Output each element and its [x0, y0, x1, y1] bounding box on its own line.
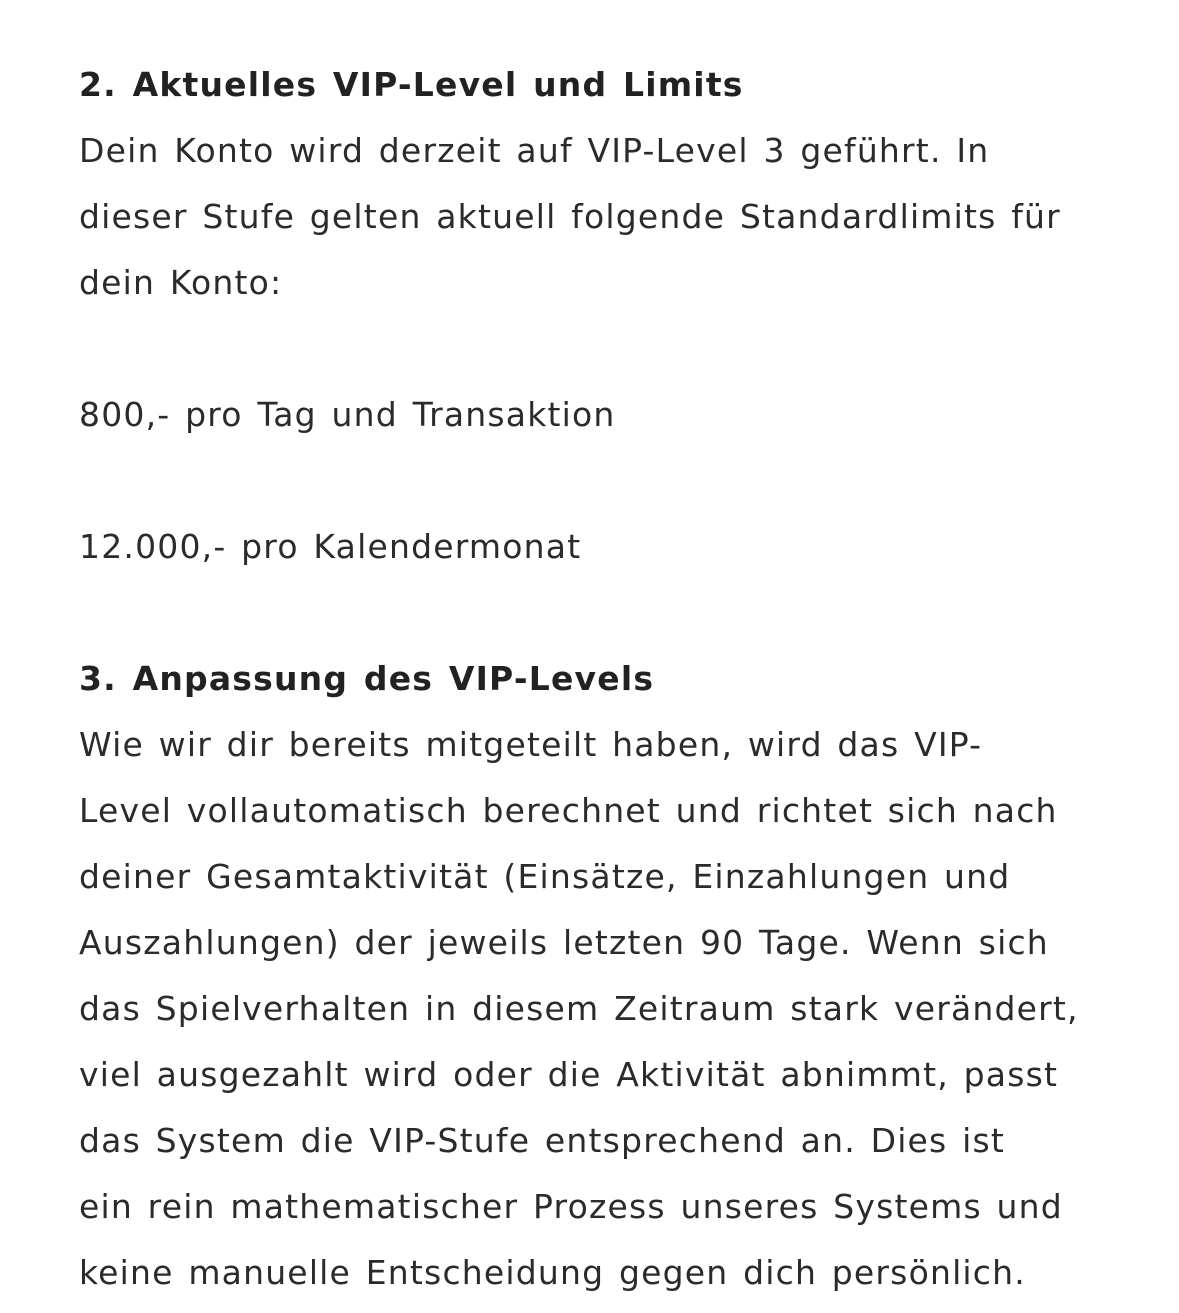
spacer — [79, 580, 1119, 646]
paragraph-line: das Spielverhalten in diesem Zeitraum stark verändert, — [79, 989, 1079, 1028]
paragraph-line: viel ausgezahlt wird oder die Aktivität abnimmt, passt — [79, 1055, 1059, 1094]
limit-monthly: 12.000,- pro Kalendermonat — [79, 527, 582, 566]
section-2-heading: 2. Aktuelles VIP-Level und Limits — [79, 65, 744, 104]
document-body — [79, 52, 1119, 1306]
paragraph-line: dieser Stufe gelten aktuell folgende Standardlimits für — [79, 197, 1061, 236]
paragraph-line: keine manuelle Entscheidung gegen dich persönlich. — [79, 1253, 1026, 1292]
paragraph-line: Auszahlungen) der jeweils letzten 90 Tage. Wenn sich — [79, 923, 1049, 962]
paragraph-line: dein Konto: — [79, 263, 283, 302]
section-3-paragraph — [79, 712, 1119, 1306]
paragraph-line: Wie wir dir bereits mitgeteilt haben, wird das VIP- — [79, 725, 983, 764]
spacer — [79, 316, 1119, 382]
paragraph-line: das System die VIP-Stufe entsprechend an. Dies ist — [79, 1121, 1006, 1160]
paragraph-line: Level vollautomatisch berechnet und richtet sich nach — [79, 791, 1058, 830]
paragraph-line: deiner Gesamtaktivität (Einsätze, Einzahlungen und — [79, 857, 1011, 896]
section-2-paragraph — [79, 118, 1119, 316]
paragraph-line: ein rein mathematischer Prozess unseres Systems und — [79, 1187, 1063, 1226]
paragraph-line: Dein Konto wird derzeit auf VIP-Level 3 geführt. In — [79, 131, 990, 170]
limit-daily: 800,- pro Tag und Transaktion — [79, 395, 616, 434]
section-3-heading: 3. Anpassung des VIP-Levels — [79, 659, 655, 698]
spacer — [79, 448, 1119, 514]
